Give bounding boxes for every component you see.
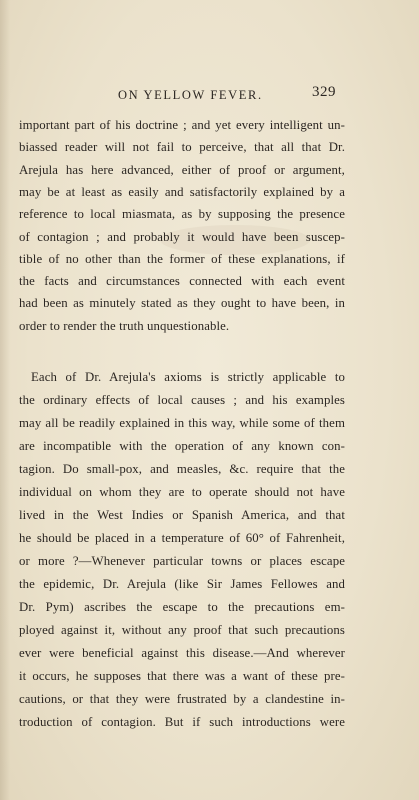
text-line: Dr. Pym) ascribes the escape to the precautions em- [19, 600, 345, 614]
running-title: ON YELLOW FEVER. [118, 88, 263, 102]
text-line: cautions, or that they were frustrated by a clandestine in- [19, 692, 345, 706]
text-line: are incompatible with the operation of any known con- [19, 439, 345, 453]
text-line: Arejula has here advanced, either of proof or argument, [19, 162, 345, 177]
text-line: troduction of contagion. But if such introductions were [19, 715, 345, 729]
text-line: ployed against it, without any proof that such precautions [19, 623, 345, 637]
text-line: ever were beneficial against this disease.—And wherever [19, 646, 345, 660]
text-line: had been as minutely stated as they ought to have been, in [19, 296, 345, 311]
text-line: biassed reader will not fail to perceive, that all that Dr. [19, 140, 345, 155]
text-line: or more ?—Whenever particular towns or places escape [19, 554, 345, 568]
running-head [0, 86, 419, 106]
text-line: order to render the truth unquestionable. [19, 318, 230, 333]
text-line: the ordinary effects of local causes ; and his examples [19, 393, 345, 407]
text-line: lived in the West Indies or Spanish America, and that [19, 508, 345, 522]
text-line: individual on whom they are to operate should not have [19, 485, 345, 499]
text-line: the epidemic, Dr. Arejula (like Sir James Fellowes and [19, 577, 345, 591]
text-line: tible of no other than the former of these explanations, if [19, 251, 345, 266]
page-number: 329 [312, 84, 336, 100]
text-line: the facts and circumstances connected with each event [19, 274, 345, 289]
spine-shadow [0, 0, 10, 800]
text-line: of contagion ; and probably it would have been suscep- [19, 229, 345, 244]
text-line: tagion. Do small-pox, and measles, &c. require that the [19, 462, 345, 476]
text-line: reference to local miasmata, as by supposing the presence [19, 207, 345, 222]
text-line: Each of Dr. Arejula's axioms is strictly applicable to [31, 370, 345, 384]
text-line: may be at least as easily and satisfactorily explained by a [19, 184, 345, 199]
text-line: important part of his doctrine ; and yet every intelligent un- [19, 118, 345, 132]
text-line: he should be placed in a temperature of 60° of Fahrenheit, [19, 531, 345, 545]
text-line: may all be readily explained in this way, while some of them [19, 416, 345, 430]
text-line: it occurs, he supposes that there was a want of these pre- [19, 669, 345, 683]
